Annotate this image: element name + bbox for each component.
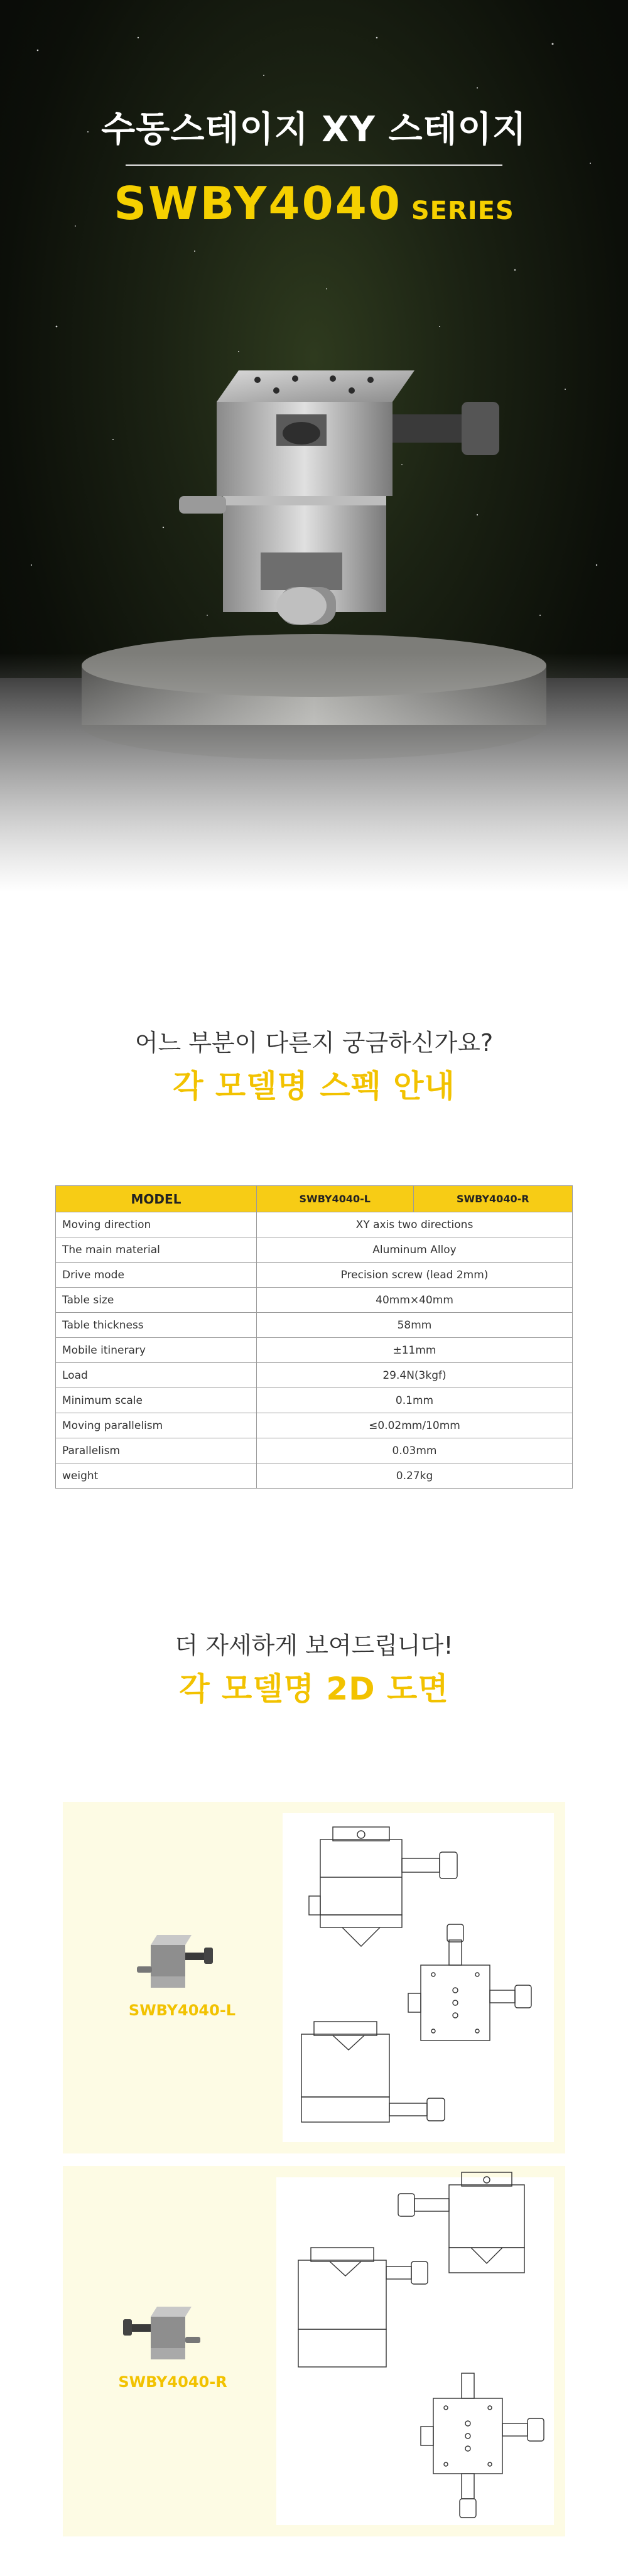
table-row bbox=[56, 1438, 573, 1463]
hero-divider bbox=[126, 164, 502, 166]
row-label: Drive mode bbox=[56, 1263, 257, 1288]
row-label: Mobile itinerary bbox=[56, 1338, 257, 1363]
row-label: Parallelism bbox=[56, 1438, 257, 1463]
row-label: Load bbox=[56, 1363, 257, 1388]
table-row bbox=[56, 1413, 573, 1438]
row-value: ±11mm bbox=[257, 1338, 573, 1363]
hero-banner bbox=[0, 0, 628, 892]
hero-model-name bbox=[0, 177, 628, 230]
row-label: Table thickness bbox=[56, 1313, 257, 1338]
row-label: Table size bbox=[56, 1288, 257, 1313]
spec-table bbox=[55, 1185, 573, 1489]
technical-drawing-l bbox=[301, 1827, 531, 2122]
spec-section-title: 각 모델명 스펙 안내 bbox=[173, 1068, 455, 1104]
drawing-r-art bbox=[63, 2166, 565, 2536]
spec-table-header bbox=[56, 1186, 573, 1212]
row-value: 0.03mm bbox=[257, 1438, 573, 1463]
table-row bbox=[56, 1313, 573, 1338]
drawing-panel-l bbox=[63, 1802, 565, 2153]
table-row bbox=[56, 1338, 573, 1363]
table-row bbox=[56, 1212, 573, 1237]
technical-drawing-r bbox=[298, 2172, 544, 2518]
table-row bbox=[56, 1388, 573, 1413]
row-label: Moving parallelism bbox=[56, 1413, 257, 1438]
hero-title: 수동스테이지 XY 스테이지 bbox=[101, 109, 527, 150]
row-label: Minimum scale bbox=[56, 1388, 257, 1413]
row-value: XY axis two directions bbox=[257, 1212, 573, 1237]
table-row bbox=[56, 1363, 573, 1388]
drawing-label-r: SWBY4040-R bbox=[118, 2373, 227, 2391]
hero-bottom-fade bbox=[0, 653, 628, 892]
drawing-section-subtitle: 더 자세하게 보여드립니다! bbox=[175, 1632, 453, 1659]
row-value: 29.4N(3kgf) bbox=[257, 1363, 573, 1388]
drawing-label-l: SWBY4040-L bbox=[128, 2002, 236, 2019]
row-value: Aluminum Alloy bbox=[257, 1237, 573, 1263]
row-value: 58mm bbox=[257, 1313, 573, 1338]
drawing-l-art bbox=[63, 1802, 565, 2153]
header-variant-r: SWBY4040-R bbox=[413, 1186, 572, 1212]
table-row bbox=[56, 1463, 573, 1489]
row-value: 0.1mm bbox=[257, 1388, 573, 1413]
table-row bbox=[56, 1263, 573, 1288]
row-value: 0.27kg bbox=[257, 1463, 573, 1489]
table-row bbox=[56, 1288, 573, 1313]
product-photo-r bbox=[123, 2307, 200, 2359]
row-label: weight bbox=[56, 1463, 257, 1489]
spec-section-subtitle: 어느 부분이 다른지 궁금하신가요? bbox=[134, 1029, 494, 1057]
product-photo-l bbox=[137, 1935, 213, 1988]
row-label: Moving direction bbox=[56, 1212, 257, 1237]
row-value: Precision screw (lead 2mm) bbox=[257, 1263, 573, 1288]
hero-series-label: SERIES bbox=[401, 197, 514, 225]
row-label: The main material bbox=[56, 1237, 257, 1263]
header-model: MODEL bbox=[56, 1186, 257, 1212]
header-variant-l: SWBY4040-L bbox=[257, 1186, 414, 1212]
row-value: ≤0.02mm/10mm bbox=[257, 1413, 573, 1438]
hero-model-code: SWBY4040 bbox=[114, 177, 402, 230]
drawing-panel-r bbox=[63, 2166, 565, 2536]
table-row bbox=[56, 1237, 573, 1263]
row-value: 40mm×40mm bbox=[257, 1288, 573, 1313]
drawing-section-title: 각 모델명 2D 도면 bbox=[179, 1671, 449, 1707]
